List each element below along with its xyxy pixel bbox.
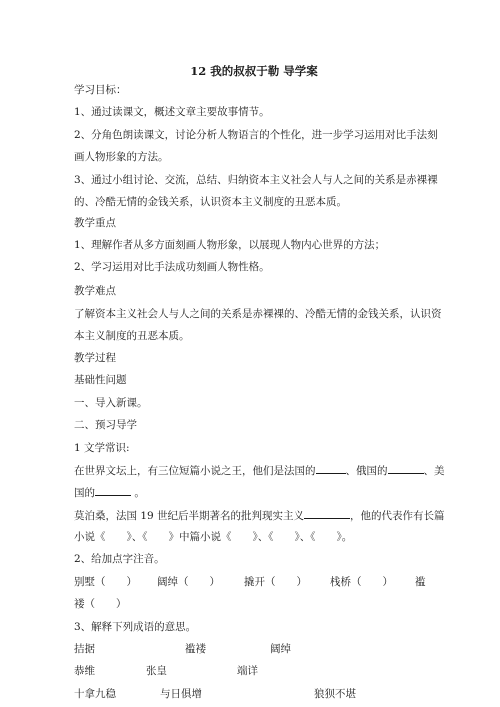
- phonetic-item-4: 栈桥（ ）: [330, 576, 393, 588]
- basic-questions-heading: 基础性问题: [74, 374, 127, 386]
- literary-line-1: 在世界文坛上，有三位短篇小说之王，他们是法国的 、俄国的 、美: [74, 465, 445, 477]
- key-point-2: 2、学习运用对比手法成功刻画人物性格。: [74, 261, 270, 273]
- idiom-item: 狼狈不堪: [314, 688, 356, 700]
- fill-blank-writer[interactable]: [304, 508, 350, 519]
- objective-3-line-1: 3、通过小组讨论、交流，总结、归纳资本主义社会人与人之间的关系是赤裸裸: [74, 174, 438, 186]
- step-1: 一、导入新课。: [74, 397, 148, 409]
- literary-line-3: 莫泊桑，法国 19 世纪后半期著名的批判现实主义 ，他的代表作有长篇: [74, 510, 445, 522]
- fill-blank-france[interactable]: [316, 463, 346, 474]
- difficulty-line-1: 了解资本主义社会人与人之间的关系是赤裸裸的、冷酷无情的金钱关系，认识资: [74, 308, 442, 320]
- difficulty-heading: 教学难点: [74, 285, 116, 297]
- step-2: 二、预习导学: [74, 419, 137, 431]
- idiom-item: 恭维: [74, 665, 95, 677]
- objective-2-line-2: 画人物形象的方法。: [74, 151, 169, 163]
- phonetic-heading: 2、给加点字注音。: [74, 553, 165, 565]
- phonetic-item-2: 阔绰（ ）: [157, 576, 220, 588]
- idiom-item: 十拿九稳: [74, 688, 116, 700]
- phonetic-item-5-end: 褛（ ）: [74, 598, 127, 610]
- objective-1: 1、通过读课文，概述文章主要故事情节。: [74, 106, 270, 118]
- key-points-heading: 教学重点: [74, 217, 116, 229]
- phonetic-item-5-start: 褴: [415, 576, 426, 588]
- phonetic-item-1: 别墅（ ）: [74, 576, 137, 588]
- objectives-heading: 学习目标：: [74, 84, 127, 96]
- fill-blank-america[interactable]: [95, 485, 131, 496]
- fill-blank-russia[interactable]: [388, 463, 424, 474]
- literary-line-2: 国的 。: [74, 487, 145, 499]
- phonetic-item-3: 撬开（ ）: [244, 576, 307, 588]
- key-point-1: 1、理解作者从多方面刻画人物形象，以展现人物内心世界的方法；: [74, 239, 386, 251]
- idiom-item: 拮据: [74, 643, 95, 655]
- idiom-item: 端详: [237, 665, 258, 677]
- idiom-item: 阔绰: [270, 643, 291, 655]
- literary-heading: 1 文学常识:: [74, 442, 130, 454]
- difficulty-line-2: 本主义制度的丑恶本质。: [74, 330, 190, 342]
- idiom-heading: 3、解释下列成语的意思。: [74, 621, 197, 633]
- objective-2-line-1: 2、分角色朗读课文，讨论分析人物语言的个性化，进一步学习运用对比手法刻: [74, 129, 438, 141]
- literary-line-4: 小说《 》、《 》中篇小说《 》、《 》、《 》。: [74, 531, 353, 543]
- idiom-item: 张皇: [146, 665, 167, 677]
- process-heading: 教学过程: [74, 352, 116, 364]
- page-title: 12 我的叔叔于勒 导学案: [190, 64, 318, 78]
- idiom-item: 褴褛: [185, 643, 206, 655]
- idiom-item: 与日俱增: [160, 688, 202, 700]
- objective-3-line-2: 的、冷酷无情的金钱关系，认识资本主义制度的丑恶本质。: [74, 196, 347, 208]
